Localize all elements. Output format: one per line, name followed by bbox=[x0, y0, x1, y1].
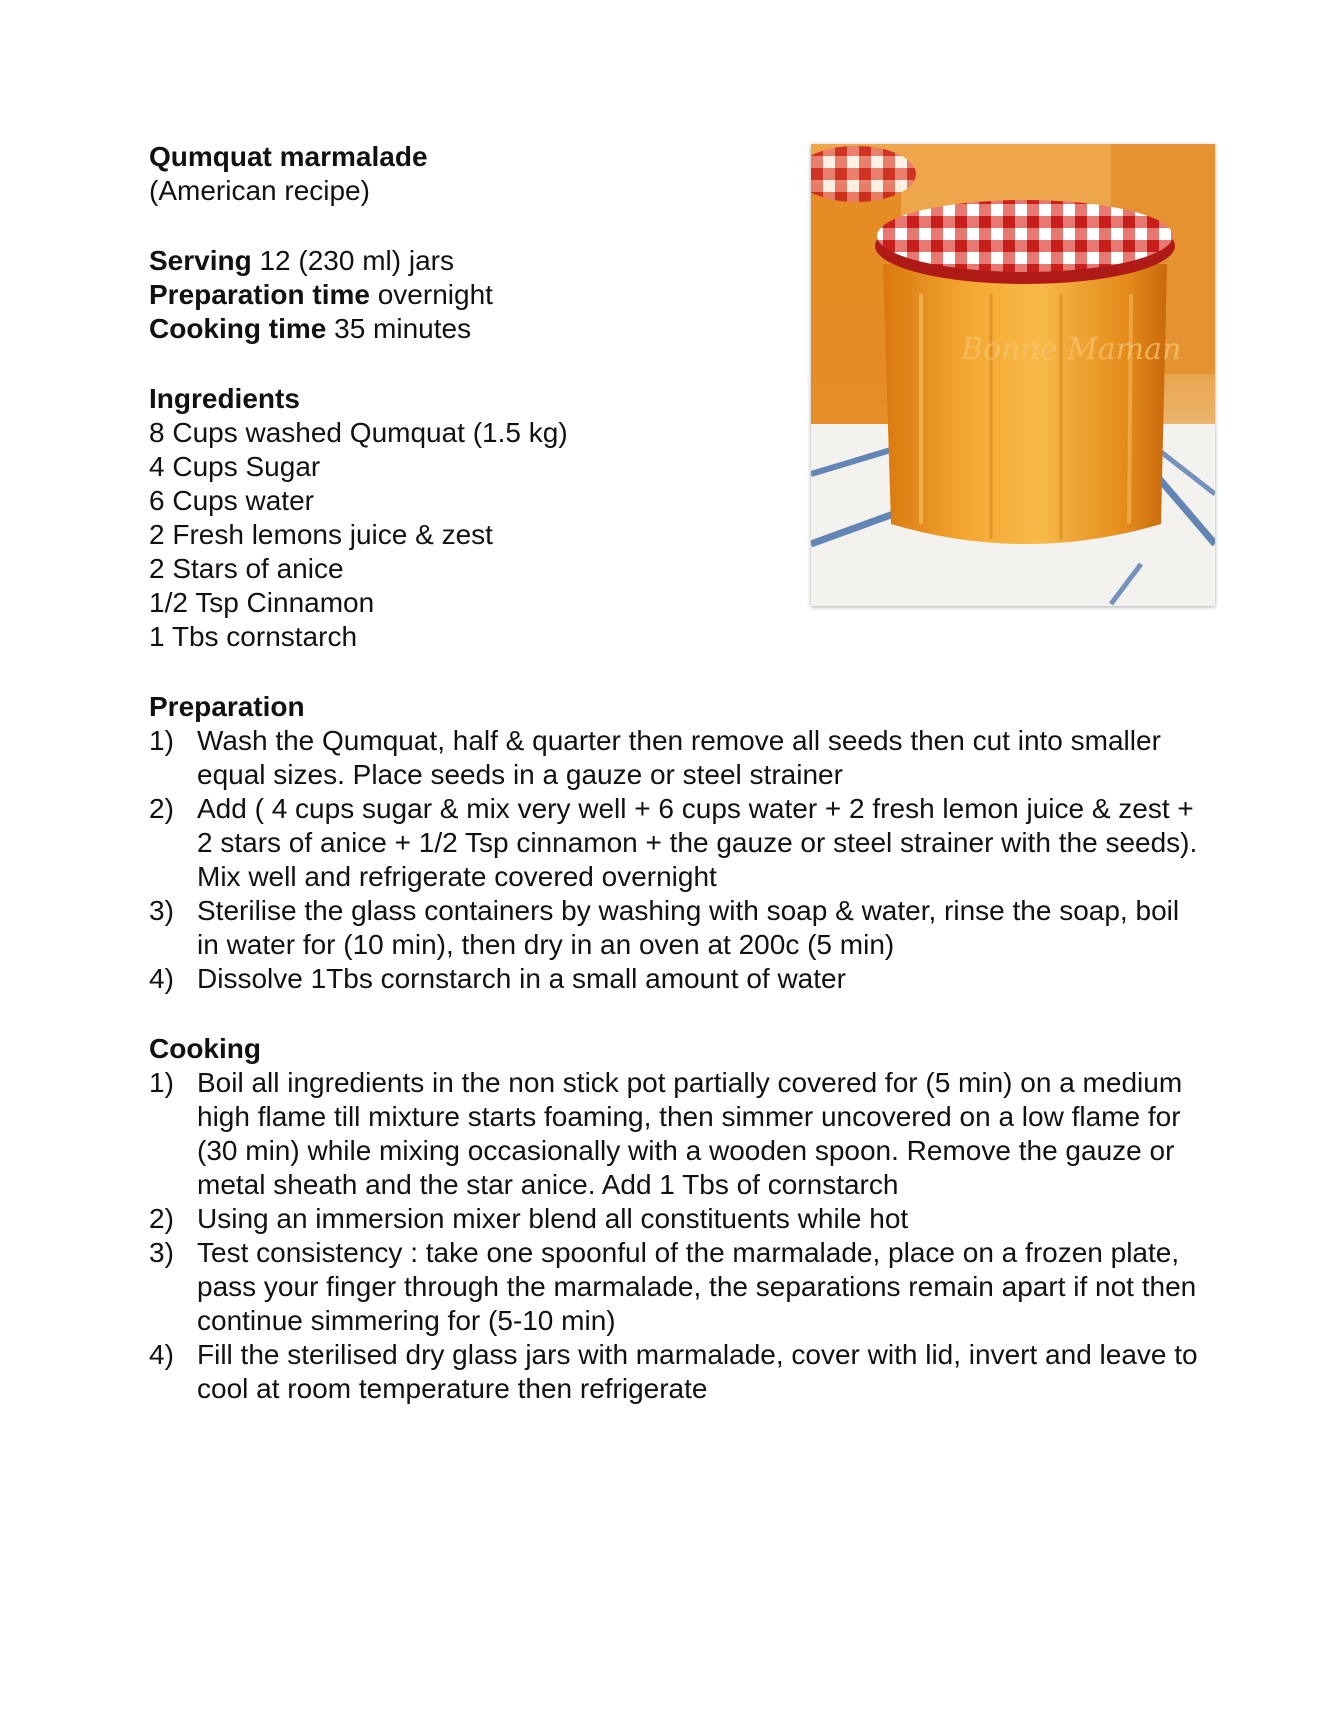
recipe-title: Qumquat marmalade bbox=[149, 141, 428, 172]
step-text: Test consistency : take one spoonful of the marmalade, place on a frozen plate, pass your finger through the marmalade, the separations remain apart if not then continue simmering for (5-10 min) bbox=[197, 1237, 1197, 1336]
ingredient-item: 6 Cups water bbox=[149, 485, 314, 516]
step-text: Boil all ingredients in the non stick pot partially covered for (5 min) on a medium high flame till mixture starts foaming, then simmer uncovered on a low flame for (30 min) while mixing occasionally with a wooden spoon. Remove the gauze or metal sheath and the star anice. Add 1 Tbs of cornstarch bbox=[197, 1067, 1183, 1200]
prep-time-value: overnight bbox=[369, 279, 493, 310]
preparation-step bbox=[149, 894, 1207, 962]
step-text: Add ( 4 cups sugar & mix very well + 6 cups water + 2 fresh lemon juice & zest + 2 stars of anice + 1/2 Tsp cinnamon + the gauze or steel strainer with the seeds). Mix well and refrigerate covered overnight bbox=[197, 793, 1198, 892]
step-number: 3) bbox=[149, 1237, 174, 1268]
step-text: Using an immersion mixer blend all constituents while hot bbox=[197, 1203, 909, 1234]
step-number: 4) bbox=[149, 963, 174, 994]
preparation-step bbox=[149, 792, 1207, 894]
step-number: 1) bbox=[149, 1067, 174, 1098]
step-text: Wash the Qumquat, half & quarter then remove all seeds then cut into smaller equal sizes. Place seeds in a gauze or steel strainer bbox=[197, 725, 1161, 790]
ingredient-item: 2 Fresh lemons juice & zest bbox=[149, 519, 493, 550]
cooking-steps bbox=[149, 1066, 1209, 1406]
cook-time-value: 35 minutes bbox=[326, 313, 472, 344]
ingredients-heading: Ingredients bbox=[149, 383, 300, 414]
jar-label-text: Bonne Maman bbox=[961, 332, 1182, 367]
cooking-step bbox=[149, 1202, 1207, 1236]
cooking-step bbox=[149, 1066, 1207, 1202]
step-number: 2) bbox=[149, 1203, 174, 1234]
ingredient-item: 1 Tbs cornstarch bbox=[149, 621, 358, 652]
ingredient-item: 4 Cups Sugar bbox=[149, 451, 321, 482]
serving-value: 12 (230 ml) jars bbox=[251, 245, 454, 276]
step-number: 1) bbox=[149, 725, 174, 756]
preparation-step bbox=[149, 962, 1207, 996]
ingredient-item: 8 Cups washed Qumquat (1.5 kg) bbox=[149, 417, 568, 448]
step-number: 3) bbox=[149, 895, 174, 926]
cooking-heading: Cooking bbox=[149, 1033, 261, 1064]
preparation-step bbox=[149, 724, 1207, 792]
jar-illustration bbox=[811, 144, 1215, 606]
ingredient-item: 1/2 Tsp Cinnamon bbox=[149, 587, 375, 618]
preparation-heading: Preparation bbox=[149, 691, 305, 722]
serving-label: Serving bbox=[149, 245, 252, 276]
cooking-step bbox=[149, 1338, 1207, 1406]
prep-time-label: Preparation time bbox=[149, 279, 370, 310]
step-text: Fill the sterilised dry glass jars with marmalade, cover with lid, invert and leave to cool at room temperature then refrigerate bbox=[197, 1339, 1198, 1404]
marmalade-jar-photo bbox=[811, 144, 1215, 606]
step-number: 4) bbox=[149, 1339, 174, 1370]
step-number: 2) bbox=[149, 793, 174, 824]
preparation-steps bbox=[149, 724, 1209, 996]
step-text: Sterilise the glass containers by washing with soap & water, rinse the soap, boil in water for (10 min), then dry in an oven at 200c (5 min) bbox=[197, 895, 1180, 960]
cook-time-label: Cooking time bbox=[149, 313, 327, 344]
cooking-step bbox=[149, 1236, 1207, 1338]
step-text: Dissolve 1Tbs cornstarch in a small amount of water bbox=[197, 963, 846, 994]
recipe-subtitle: (American recipe) bbox=[149, 175, 370, 206]
ingredient-item: 2 Stars of anice bbox=[149, 553, 344, 584]
